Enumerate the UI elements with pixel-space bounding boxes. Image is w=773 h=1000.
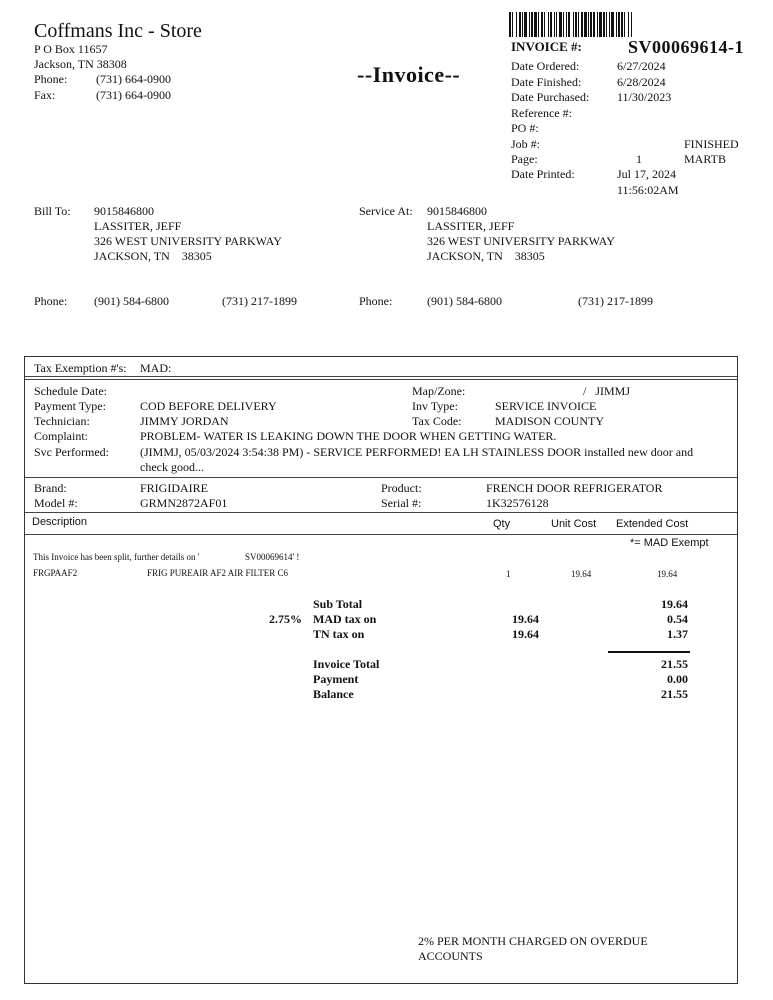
payment-amount: 0.00	[667, 672, 688, 686]
reference-label: Reference #:	[511, 106, 572, 120]
tax-code-label: Tax Code:	[412, 414, 462, 428]
service-at-name: LASSITER, JEFF	[427, 219, 515, 233]
bill-to-city: JACKSON, TN 38305	[94, 249, 212, 263]
inv-type: SERVICE INVOICE	[495, 399, 597, 413]
job-label: Job #:	[511, 137, 541, 151]
tax-rate: 2.75%	[269, 612, 302, 626]
brand: FRIGIDAIRE	[140, 481, 208, 495]
payment-type: COD BEFORE DELIVERY	[140, 399, 277, 413]
invoice-number-label: INVOICE #:	[511, 39, 582, 54]
mad-tax-label: MAD tax on	[313, 612, 377, 626]
invoice-total: 21.55	[661, 657, 688, 671]
service-at-phone-1: (901) 584-6800	[427, 294, 502, 308]
service-at-label: Service At:	[359, 204, 413, 218]
model-label: Model #:	[34, 496, 78, 510]
service-at-account: 9015846800	[427, 204, 487, 218]
tn-tax: 1.37	[667, 627, 688, 641]
bill-to-street: 326 WEST UNIVERSITY PARKWAY	[94, 234, 282, 248]
svc-performed-label: Svc Performed:	[34, 445, 109, 459]
complaint-label: Complaint:	[34, 429, 88, 443]
company-address-2: Jackson, TN 38308	[34, 57, 127, 71]
inv-type-label: Inv Type:	[412, 399, 458, 413]
bill-to-phone-1: (901) 584-6800	[94, 294, 169, 308]
column-header-unit-cost: Unit Cost	[551, 518, 597, 530]
time-printed: 11:56:02AM	[617, 183, 679, 197]
product-label: Product:	[381, 481, 422, 495]
company-phone: (731) 664-0900	[96, 72, 171, 86]
model-number: GRMN2872AF01	[140, 496, 228, 510]
split-reference: SV00069614' !	[245, 552, 300, 562]
schedule-date-label: Schedule Date:	[34, 384, 107, 398]
column-header-description: Description	[32, 516, 88, 528]
tn-tax-base: 19.64	[512, 627, 539, 641]
subtotal-label: Sub Total	[313, 597, 363, 611]
mad-tax-base: 19.64	[512, 612, 539, 626]
printed-by-user: MARTB	[684, 152, 726, 166]
line-item-unit-cost: 19.64	[571, 569, 592, 579]
divider	[25, 477, 737, 478]
overdue-note-line-2: ACCOUNTS	[418, 949, 483, 963]
divider	[25, 534, 737, 535]
tn-tax-label: TN tax on	[313, 627, 365, 641]
date-purchased-label: Date Purchased:	[511, 90, 590, 104]
tax-code: MADISON COUNTY	[495, 414, 605, 428]
document-title: --Invoice--	[357, 62, 461, 87]
service-at-city: JACKSON, TN 38305	[427, 249, 545, 263]
svc-performed-line-1: (JIMMJ, 05/03/2024 3:54:38 PM) - SERVICE PERFORMED! EA LH STAINLESS DOOR installed new door and	[140, 445, 694, 459]
line-item-code: FRGPAAF2	[33, 568, 78, 578]
technician: JIMMY JORDAN	[140, 414, 229, 428]
column-header-extended-cost: Extended Cost	[616, 518, 689, 530]
line-item-description: FRIG PUREAIR AF2 AIR FILTER C6	[147, 568, 288, 578]
barcode-stripe	[632, 12, 633, 37]
bill-to-name: LASSITER, JEFF	[94, 219, 182, 233]
balance-label: Balance	[313, 687, 354, 701]
svc-performed-line-2: check good...	[140, 460, 204, 474]
mad-tax: 0.54	[667, 612, 688, 626]
company-fax-label: Fax:	[34, 88, 56, 102]
subtotal: 19.64	[661, 597, 688, 611]
service-at-phone-2: (731) 217-1899	[578, 294, 653, 308]
invoice-total-label: Invoice Total	[313, 657, 380, 671]
company-fax: (731) 664-0900	[96, 88, 171, 102]
tax-exemption-value: MAD:	[140, 361, 172, 375]
page-number: 1	[636, 152, 642, 166]
tax-exemption-label: Tax Exemption #'s:	[34, 361, 127, 375]
date-finished: 6/28/2024	[617, 75, 666, 89]
date-finished-label: Date Finished:	[511, 75, 582, 89]
complaint: PROBLEM- WATER IS LEAKING DOWN THE DOOR WHEN GETTING WATER.	[140, 429, 557, 443]
serial-label: Serial #:	[381, 496, 422, 510]
serial-number: 1K32576128	[486, 496, 549, 510]
po-label: PO #:	[511, 121, 539, 135]
page-label: Page:	[511, 152, 538, 166]
map-zone-value: / JIMMJ	[583, 384, 631, 398]
divider	[25, 379, 737, 380]
service-at-phone-label: Phone:	[359, 294, 393, 308]
balance: 21.55	[661, 687, 688, 701]
payment-label: Payment	[313, 672, 359, 686]
job-status: FINISHED	[684, 137, 739, 151]
overdue-note-line-1: 2% PER MONTH CHARGED ON OVERDUE	[418, 934, 648, 948]
invoice-number: SV00069614-1	[628, 37, 745, 57]
company-phone-label: Phone:	[34, 72, 68, 86]
payment-type-label: Payment Type:	[34, 399, 106, 413]
technician-label: Technician:	[34, 414, 90, 428]
bill-to-phone-label: Phone:	[34, 294, 68, 308]
product: FRENCH DOOR REFRIGERATOR	[486, 481, 663, 495]
date-ordered: 6/27/2024	[617, 59, 666, 73]
date-purchased: 11/30/2023	[617, 90, 672, 104]
divider	[25, 376, 737, 377]
brand-label: Brand:	[34, 481, 67, 495]
line-item-qty: 1	[506, 569, 511, 579]
date-printed: Jul 17, 2024	[617, 167, 677, 181]
line-item-extended-cost: 19.64	[657, 569, 678, 579]
date-printed-label: Date Printed:	[511, 167, 575, 181]
bill-to-account: 9015846800	[94, 204, 154, 218]
column-header-qty: Qty	[493, 518, 511, 530]
company-address-1: P O Box 11657	[34, 42, 108, 56]
divider	[25, 512, 737, 513]
company-name: Coffmans Inc - Store	[34, 20, 202, 42]
service-at-street: 326 WEST UNIVERSITY PARKWAY	[427, 234, 615, 248]
map-zone-label: Map/Zone:	[412, 384, 466, 398]
bill-to-label: Bill To:	[34, 204, 71, 218]
bill-to-phone-2: (731) 217-1899	[222, 294, 297, 308]
split-note: This Invoice has been split, further details on '	[33, 552, 200, 562]
barcode	[509, 12, 738, 37]
total-rule	[608, 651, 690, 653]
date-ordered-label: Date Ordered:	[511, 59, 580, 73]
exempt-note: *= MAD Exempt	[630, 537, 709, 549]
